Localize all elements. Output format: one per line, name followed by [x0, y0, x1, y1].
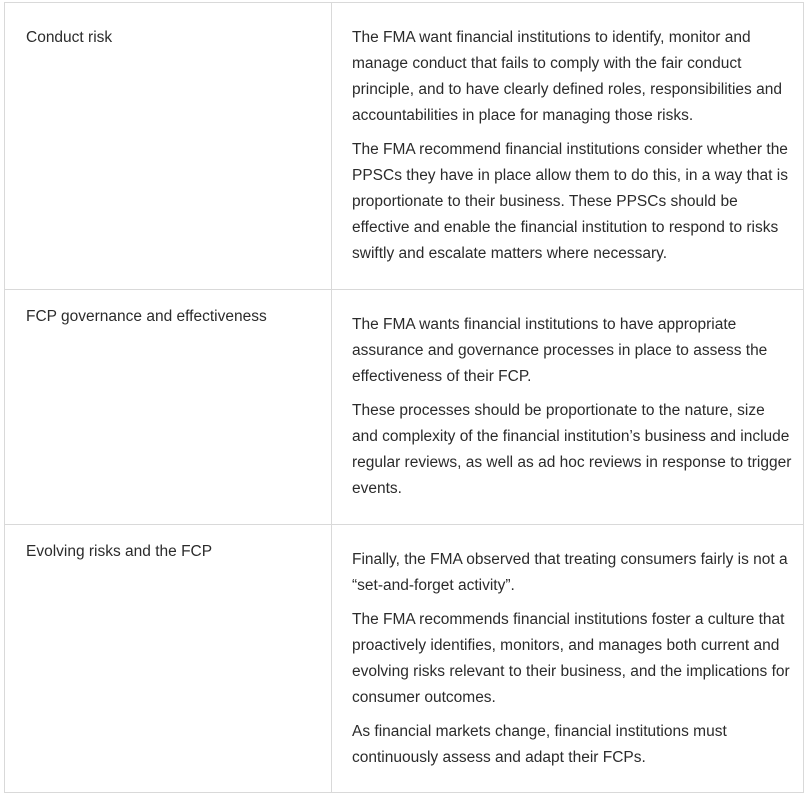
row-content	[352, 547, 792, 779]
row-content	[352, 312, 792, 510]
paragraph: As financial markets change, financial institutions must continuously assess and adapt their FCPs.	[352, 723, 727, 766]
row-content	[352, 25, 792, 275]
table-row-conduct-risk	[5, 3, 803, 289]
table-row-evolving-risks	[5, 524, 803, 792]
paragraph: The FMA recommends financial institutions foster a culture that proactively identifies, monitors, and manages both current and evolving risks relevant to their business, and the implications for consumer outcomes.	[352, 611, 790, 706]
fcp-table	[4, 2, 804, 793]
paragraph: The FMA recommend financial institutions consider whether the PPSCs they have in place allow them to do this, in a way that is proportionate to their business. These PPSCs should be effective and enable the financial institution to respond to risks swiftly and escalate matters where necessary.	[352, 141, 788, 262]
table-row-fcp-governance	[5, 289, 803, 524]
paragraph: These processes should be proportionate to the nature, size and complexity of the financial institution’s business and include regular reviews, as well as ad hoc reviews in response to trigger events.	[352, 402, 792, 497]
paragraph: Finally, the FMA observed that treating consumers fairly is not a “set-and-forget activity”.	[352, 551, 788, 594]
row-label: Conduct risk	[26, 29, 113, 46]
paragraph: The FMA want financial institutions to identify, monitor and manage conduct that fails to comply with the fair conduct principle, and to have clearly defined roles, responsibilities and accountabilities in place for managing those risks.	[352, 29, 782, 124]
paragraph: The FMA wants financial institutions to have appropriate assurance and governance processes in place to assess the effectiveness of their FCP.	[352, 316, 768, 385]
row-label: Evolving risks and the FCP	[26, 543, 213, 560]
row-label: FCP governance and effectiveness	[26, 308, 267, 325]
